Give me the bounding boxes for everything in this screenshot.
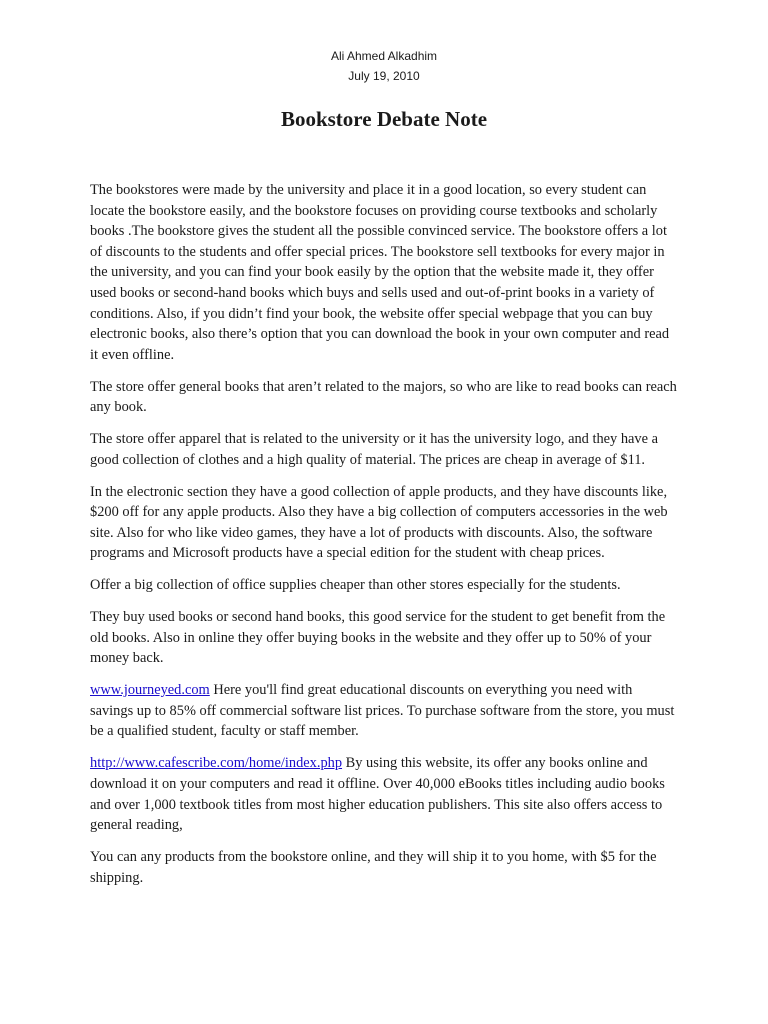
paragraph-apparel: The store offer apparel that is related to the university or it has the university logo, and they have a good collection of clothes and a high quality of material. The prices are cheap in average of $11.	[90, 431, 658, 468]
paragraph-journeyed	[90, 680, 678, 742]
paragraph-intro: The bookstores were made by the university and place it in a good location, so every student can locate the bookstore easily, and the bookstore focuses on providing course textbooks and scholarly books .The bookstore gives the student all the possible convinced service. The bookstore offers a lot of discounts to the students and offer special prices. The bookstore sell textbooks for every major in the university, and you can find your book easily by the option that the website made it, they offer used books or second-hand books which buys and sells used and out-of-print books in a variety of conditions. Also, if you didn’t find your book, the website offer special webpage that you can buy electronic books, also there’s option that you can download the book in your own computer and read it even offline.	[90, 182, 670, 363]
paragraph-electronics: In the electronic section they have a good collection of apple products, and they have discounts like, $200 off for any apple products. Also they have a big collection of computers accessories in the web site. Also for who like video games, they have a lot of products with discounts. Also, the software programs and Microsoft products have a special edition for the student with cheap prices.	[90, 483, 668, 562]
paragraph-shipping: You can any products from the bookstore online, and they will ship it to you home, with $5 for the shipping.	[90, 849, 657, 886]
author-name: Ali Ahmed Alkadhim	[330, 49, 438, 63]
cafescribe-description: By using this website, its offer any books online and download it on your computers and read it offline. Over 40,000 eBooks titles including audio books and over 1,000 textbook titles from most higher education publishers. This site also offers access to general reading,	[90, 755, 665, 834]
document-body	[90, 180, 678, 899]
document-date: July 19, 2010	[348, 69, 420, 83]
paragraph-office-supplies: Offer a big collection of office supplies cheaper than other stores especially for the students.	[90, 577, 621, 594]
cafescribe-link[interactable]: http://www.cafescribe.com/home/index.php	[90, 755, 343, 772]
author-block	[0, 46, 768, 86]
journeyed-link[interactable]: www.journeyed.com	[90, 682, 210, 699]
journeyed-description: Here you'll find great educational discounts on everything you need with savings up to 85% off commercial software list prices. To purchase software from the store, you must be a qualified student, faculty or staff member.	[90, 682, 675, 740]
paragraph-used-books: They buy used books or second hand books, this good service for the student to get benefit from the old books. Also in online they offer buying books in the website and they offer up to 50% of your money back.	[90, 609, 666, 667]
paragraph-general-books: The store offer general books that aren’t related to the majors, so who are like to read books can reach any book.	[90, 378, 677, 416]
document-title: Bookstore Debate Note	[280, 107, 488, 131]
paragraph-cafescribe	[90, 753, 678, 835]
